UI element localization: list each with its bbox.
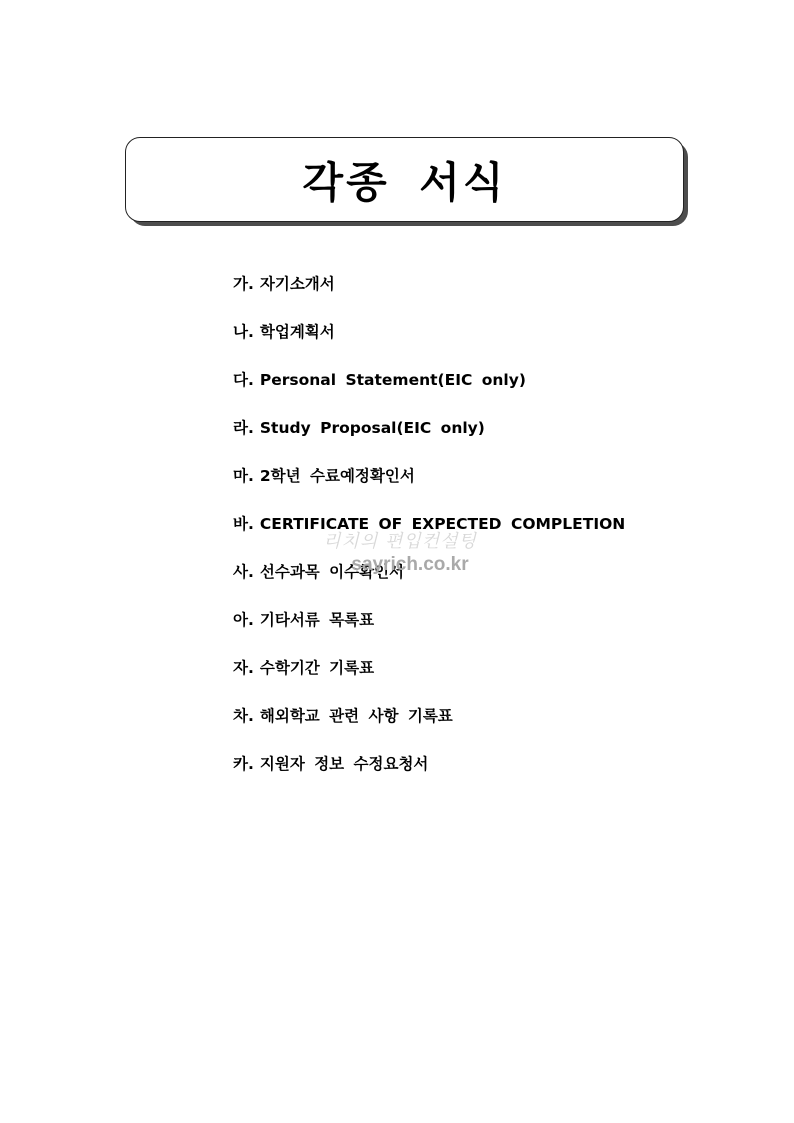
list-item [233, 368, 625, 416]
list-item [233, 704, 625, 752]
list-item-label: CERTIFICATE OF EXPECTED COMPLETION [259, 515, 626, 533]
list-item-label: 수학기간 기록표 [259, 659, 375, 677]
list-item [233, 608, 625, 656]
list-item [233, 656, 625, 704]
title-banner [125, 137, 685, 223]
page-title: 각종 서식 [302, 157, 507, 207]
list-item [233, 272, 625, 320]
title-box [125, 137, 684, 222]
list-marker: 자. [233, 659, 254, 677]
list-item-label: 학업계획서 [259, 323, 335, 341]
list-marker: 카. [233, 755, 254, 773]
list-item [233, 752, 625, 800]
list-item [233, 560, 625, 608]
list-item [233, 464, 625, 512]
list-marker: 바. [233, 515, 254, 533]
list-marker: 차. [233, 707, 254, 725]
list-marker: 아. [233, 611, 254, 629]
list-item-label: 지원자 정보 수정요청서 [259, 755, 429, 773]
watermark-url: sayrich.co.kr [351, 554, 469, 575]
list-marker: 가. [233, 275, 254, 293]
forms-list [233, 272, 625, 800]
list-item [233, 512, 625, 560]
list-item-label: 자기소개서 [259, 275, 335, 293]
list-item [233, 320, 625, 368]
list-item-label: 해외학교 관련 사항 기록표 [259, 707, 453, 725]
list-marker: 라. [233, 419, 254, 437]
list-marker: 사. [233, 563, 254, 581]
list-item-label: Personal Statement(EIC only) [259, 371, 526, 389]
list-marker: 마. [233, 467, 254, 485]
list-item-label: 기타서류 목록표 [259, 611, 375, 629]
list-item-label: 선수과목 이수확인서 [259, 563, 405, 581]
list-marker: 나. [233, 323, 254, 341]
list-item-label: Study Proposal(EIC only) [259, 419, 485, 437]
list-item-label: 2학년 수료예정확인서 [259, 467, 415, 485]
list-marker: 다. [233, 371, 254, 389]
list-item [233, 416, 625, 464]
watermark-name: 리치의 편입컨설팅 [323, 531, 477, 552]
